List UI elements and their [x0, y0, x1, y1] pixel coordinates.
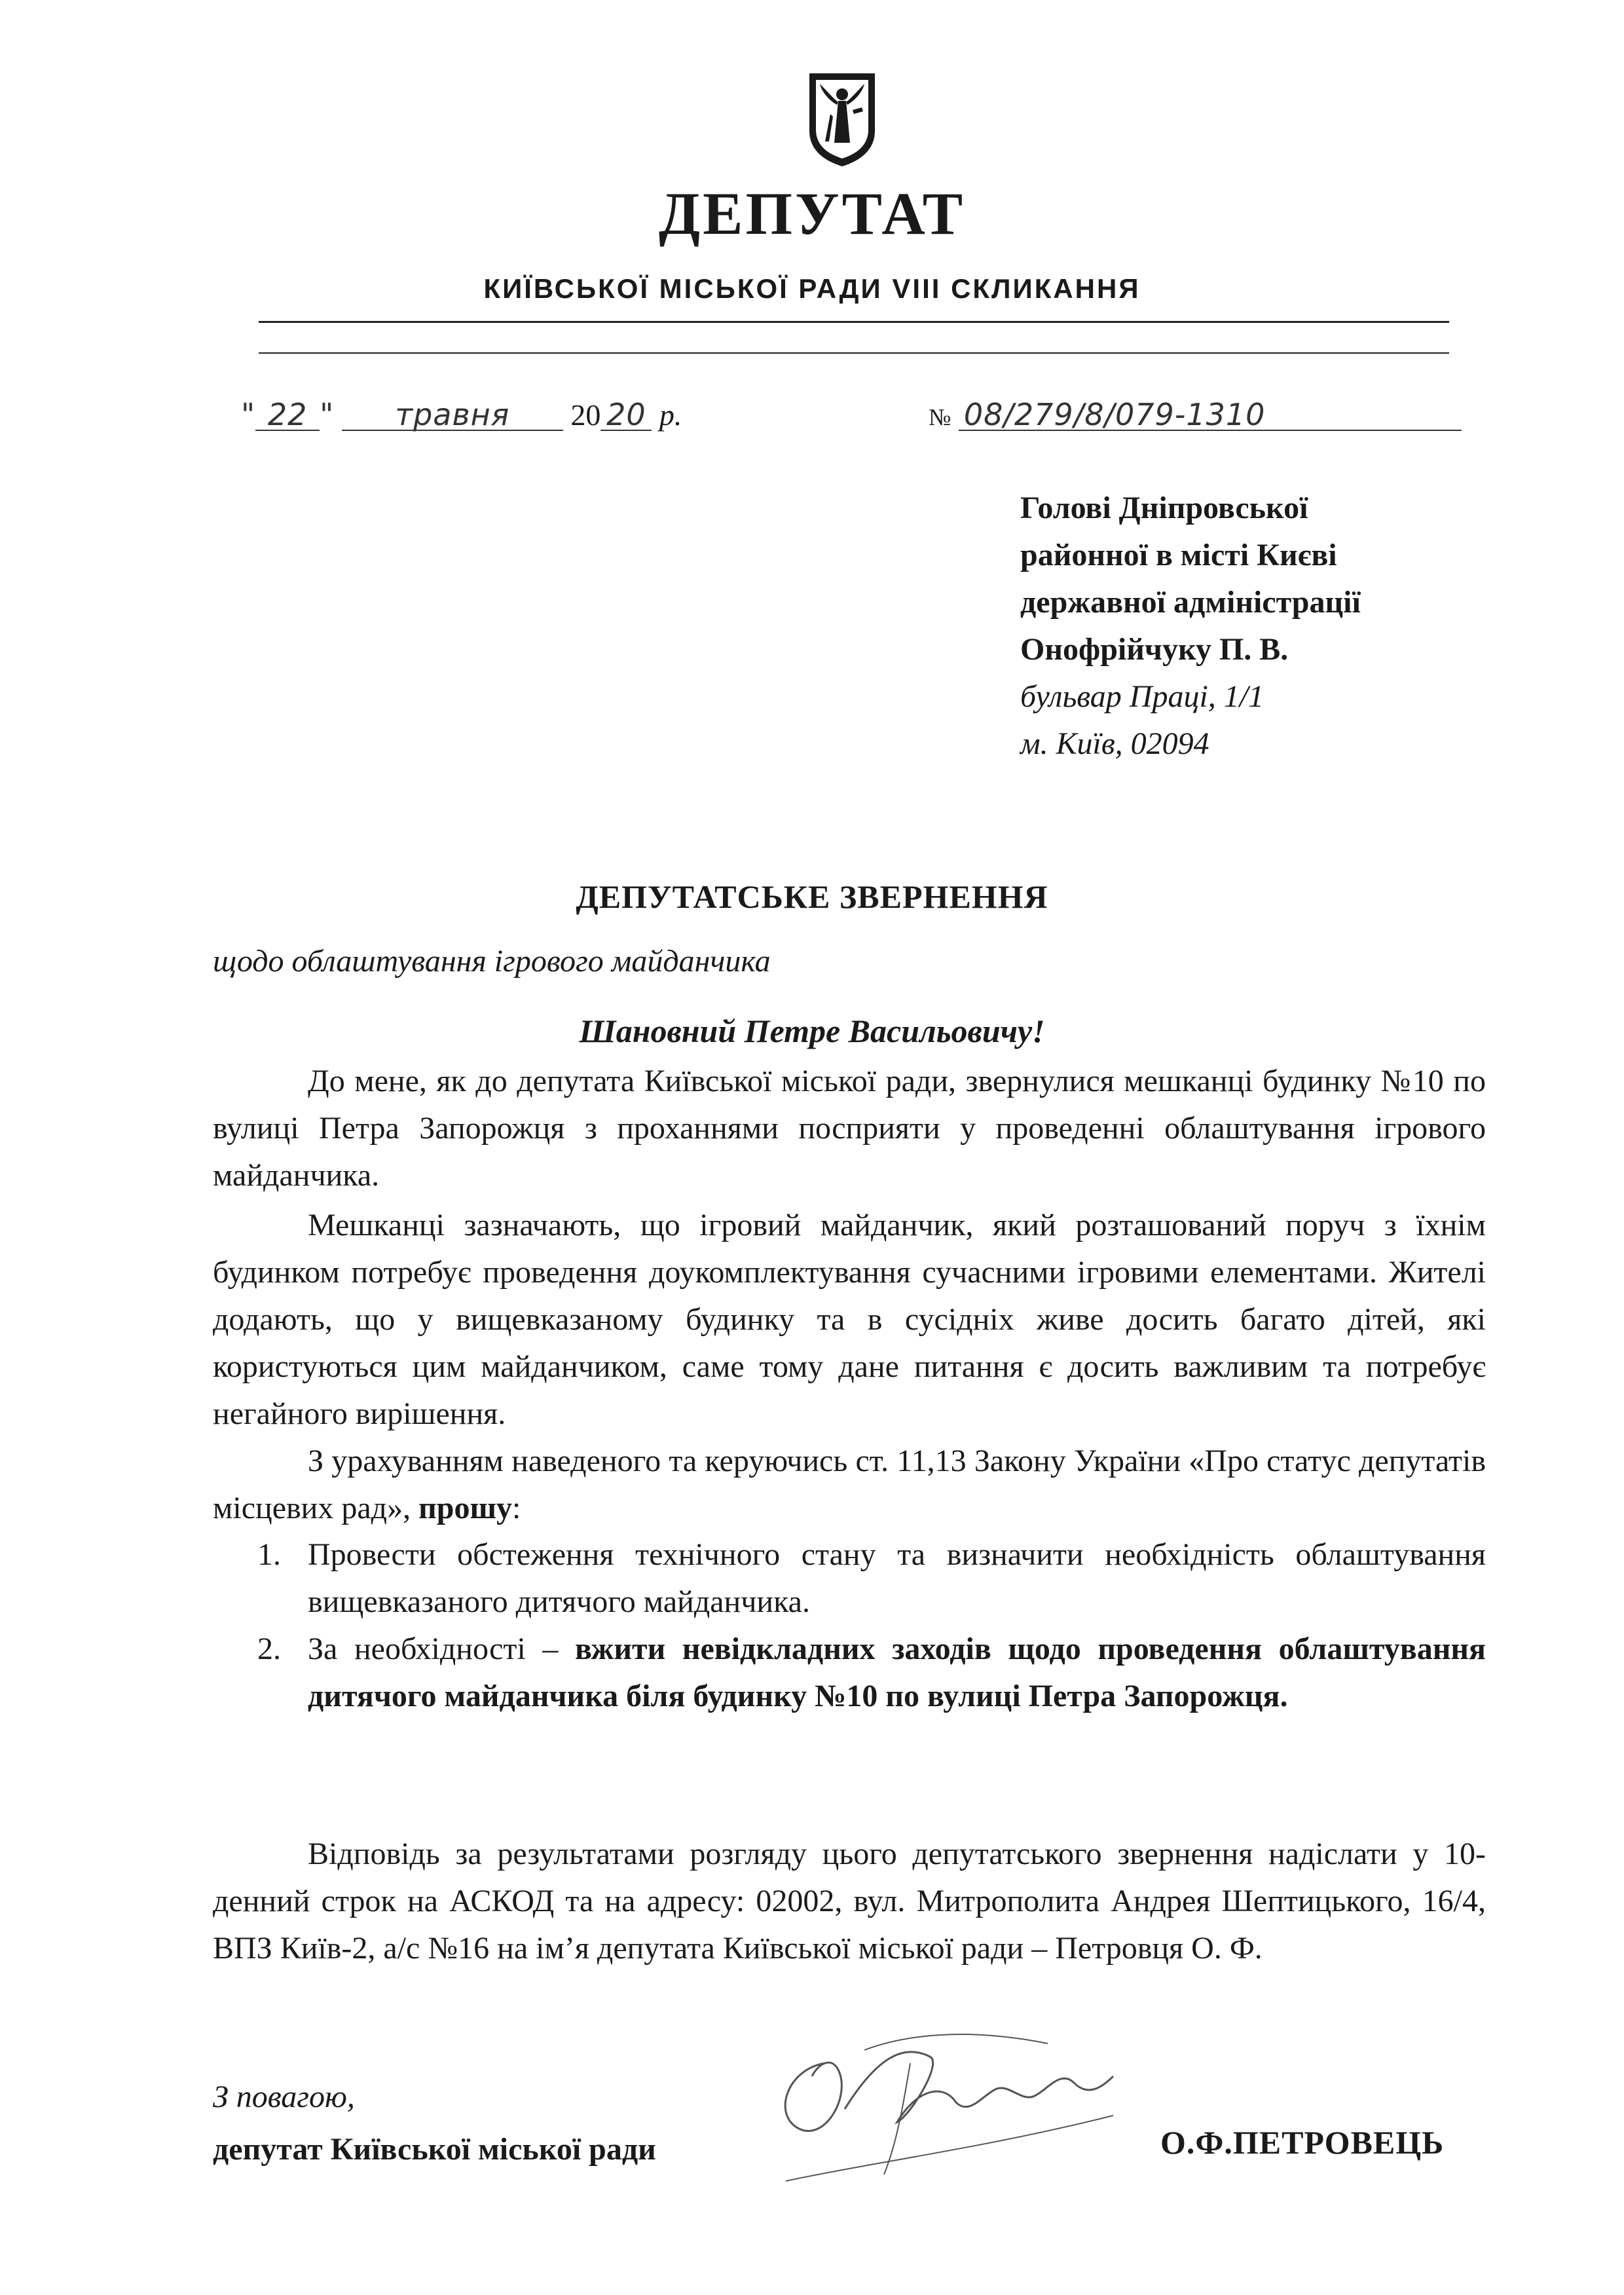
addressee-line-1: Голові Дніпровської [1020, 491, 1308, 525]
paragraph-3-text [213, 1438, 1486, 1532]
list-item [213, 1626, 1486, 1720]
closing-block [213, 2071, 656, 2176]
list-item-number: 2. [257, 1632, 281, 1666]
closing-position: депутат Київської міської ради [213, 2132, 656, 2167]
addressee-line-3: державної адміністрації [1020, 585, 1361, 620]
date-day: 22 [255, 400, 320, 431]
paragraph-1 [213, 1058, 1486, 1199]
paragraph-2 [213, 1202, 1486, 1438]
header-rule-thick [259, 321, 1449, 323]
header-rule-thin [259, 352, 1449, 354]
paragraph-3-plain: З урахуванням наведеного та керуючись ст. 11,13 Закону України «Про статус депутатів місцевих рад», [213, 1444, 1486, 1525]
paragraph-3 [213, 1438, 1486, 1532]
paragraph-3-end: : [511, 1491, 521, 1525]
addressee-street: бульвар Праці, 1/1 [1020, 679, 1264, 714]
signer-name: О.Ф.ПЕТРОВЕЦЬ [1160, 2124, 1445, 2161]
salutation: Шановний Петре Васильовичу! [579, 1013, 1045, 1049]
list-item-text-bold: вжити невідкладних заходів щодо проведення облаштування дитячого майданчика біля будинку №10 по вулиці Петра Запорожця. [308, 1632, 1486, 1713]
list-item-text-plain: За необхідності – [308, 1632, 575, 1666]
header-subtitle: КИЇВСЬКОЇ МІСЬКОЇ РАДИ VIII СКЛИКАННЯ [483, 273, 1141, 304]
closing-regards: З повагою, [213, 2080, 355, 2114]
addressee-block [1020, 485, 1361, 768]
date-quote-close: " [320, 397, 335, 432]
handwritten-signature [747, 2017, 1153, 2214]
paragraph-1-text: До мене, як до депутата Київської міської ради, звернулися мешканці будинку №10 по вулиці Петра Запорожця з проханнями посприяти у проведенні облаштування ігрового майданчика. [213, 1064, 1486, 1193]
paragraph-3-bold: прошу [418, 1491, 512, 1525]
kyiv-coat-of-arms-icon [807, 71, 877, 168]
list-item-number: 1. [257, 1537, 281, 1572]
reg-prefix: № [929, 404, 951, 430]
date-year-prefix: 20 [570, 398, 601, 432]
list-item [213, 1531, 1486, 1626]
paragraph-4-text: Відповідь за результатами розгляду цього депутатського звернення надіслати у 10-денний строк на АСКОД та на адресу: 02002, вул. Митрополита Андрея Шептицького, 16/4, ВПЗ Київ-2, а/с №16 на ім’я депутата Київської міської ради – Петровця О. Ф. [213, 1837, 1486, 1966]
reg-number: 08/279/8/079-1310 [959, 400, 1462, 431]
document-subject: щодо облаштування ігрового майданчика [213, 944, 771, 979]
header-title: ДЕПУТАТ [658, 180, 966, 247]
date-month: травня [342, 400, 563, 431]
paragraph-4 [213, 1831, 1486, 1972]
date-year-mark: р. [659, 398, 682, 432]
registration-number [929, 397, 1462, 432]
document-title: ДЕПУТАТСЬКЕ ЗВЕРНЕННЯ [576, 878, 1048, 915]
list-item-text: Провести обстеження технічного стану та визначити необхідність облаштування вищевказаного дитячого майданчика. [308, 1537, 1486, 1619]
addressee-city: м. Київ, 02094 [1020, 726, 1209, 761]
date-quote-open: " [241, 397, 256, 432]
date-year-suffix: 20 [600, 400, 652, 431]
letter-date [241, 397, 682, 432]
addressee-name: Онофрійчуку П. В. [1020, 632, 1289, 667]
paragraph-2-text: Мешканці зазначають, що ігровий майданчик, який розташований поруч з їхнім будинком потребує проведення доукомплектування сучасними ігровими елементами. Жителі додають, що у вищевказаному будинку та в сусідніх живе досить багато дітей, які користуються цим майданчиком, саме тому дане питання є досить важливим та потребує негайного вирішення. [213, 1208, 1486, 1431]
addressee-line-2: районної в місті Києві [1020, 538, 1337, 572]
